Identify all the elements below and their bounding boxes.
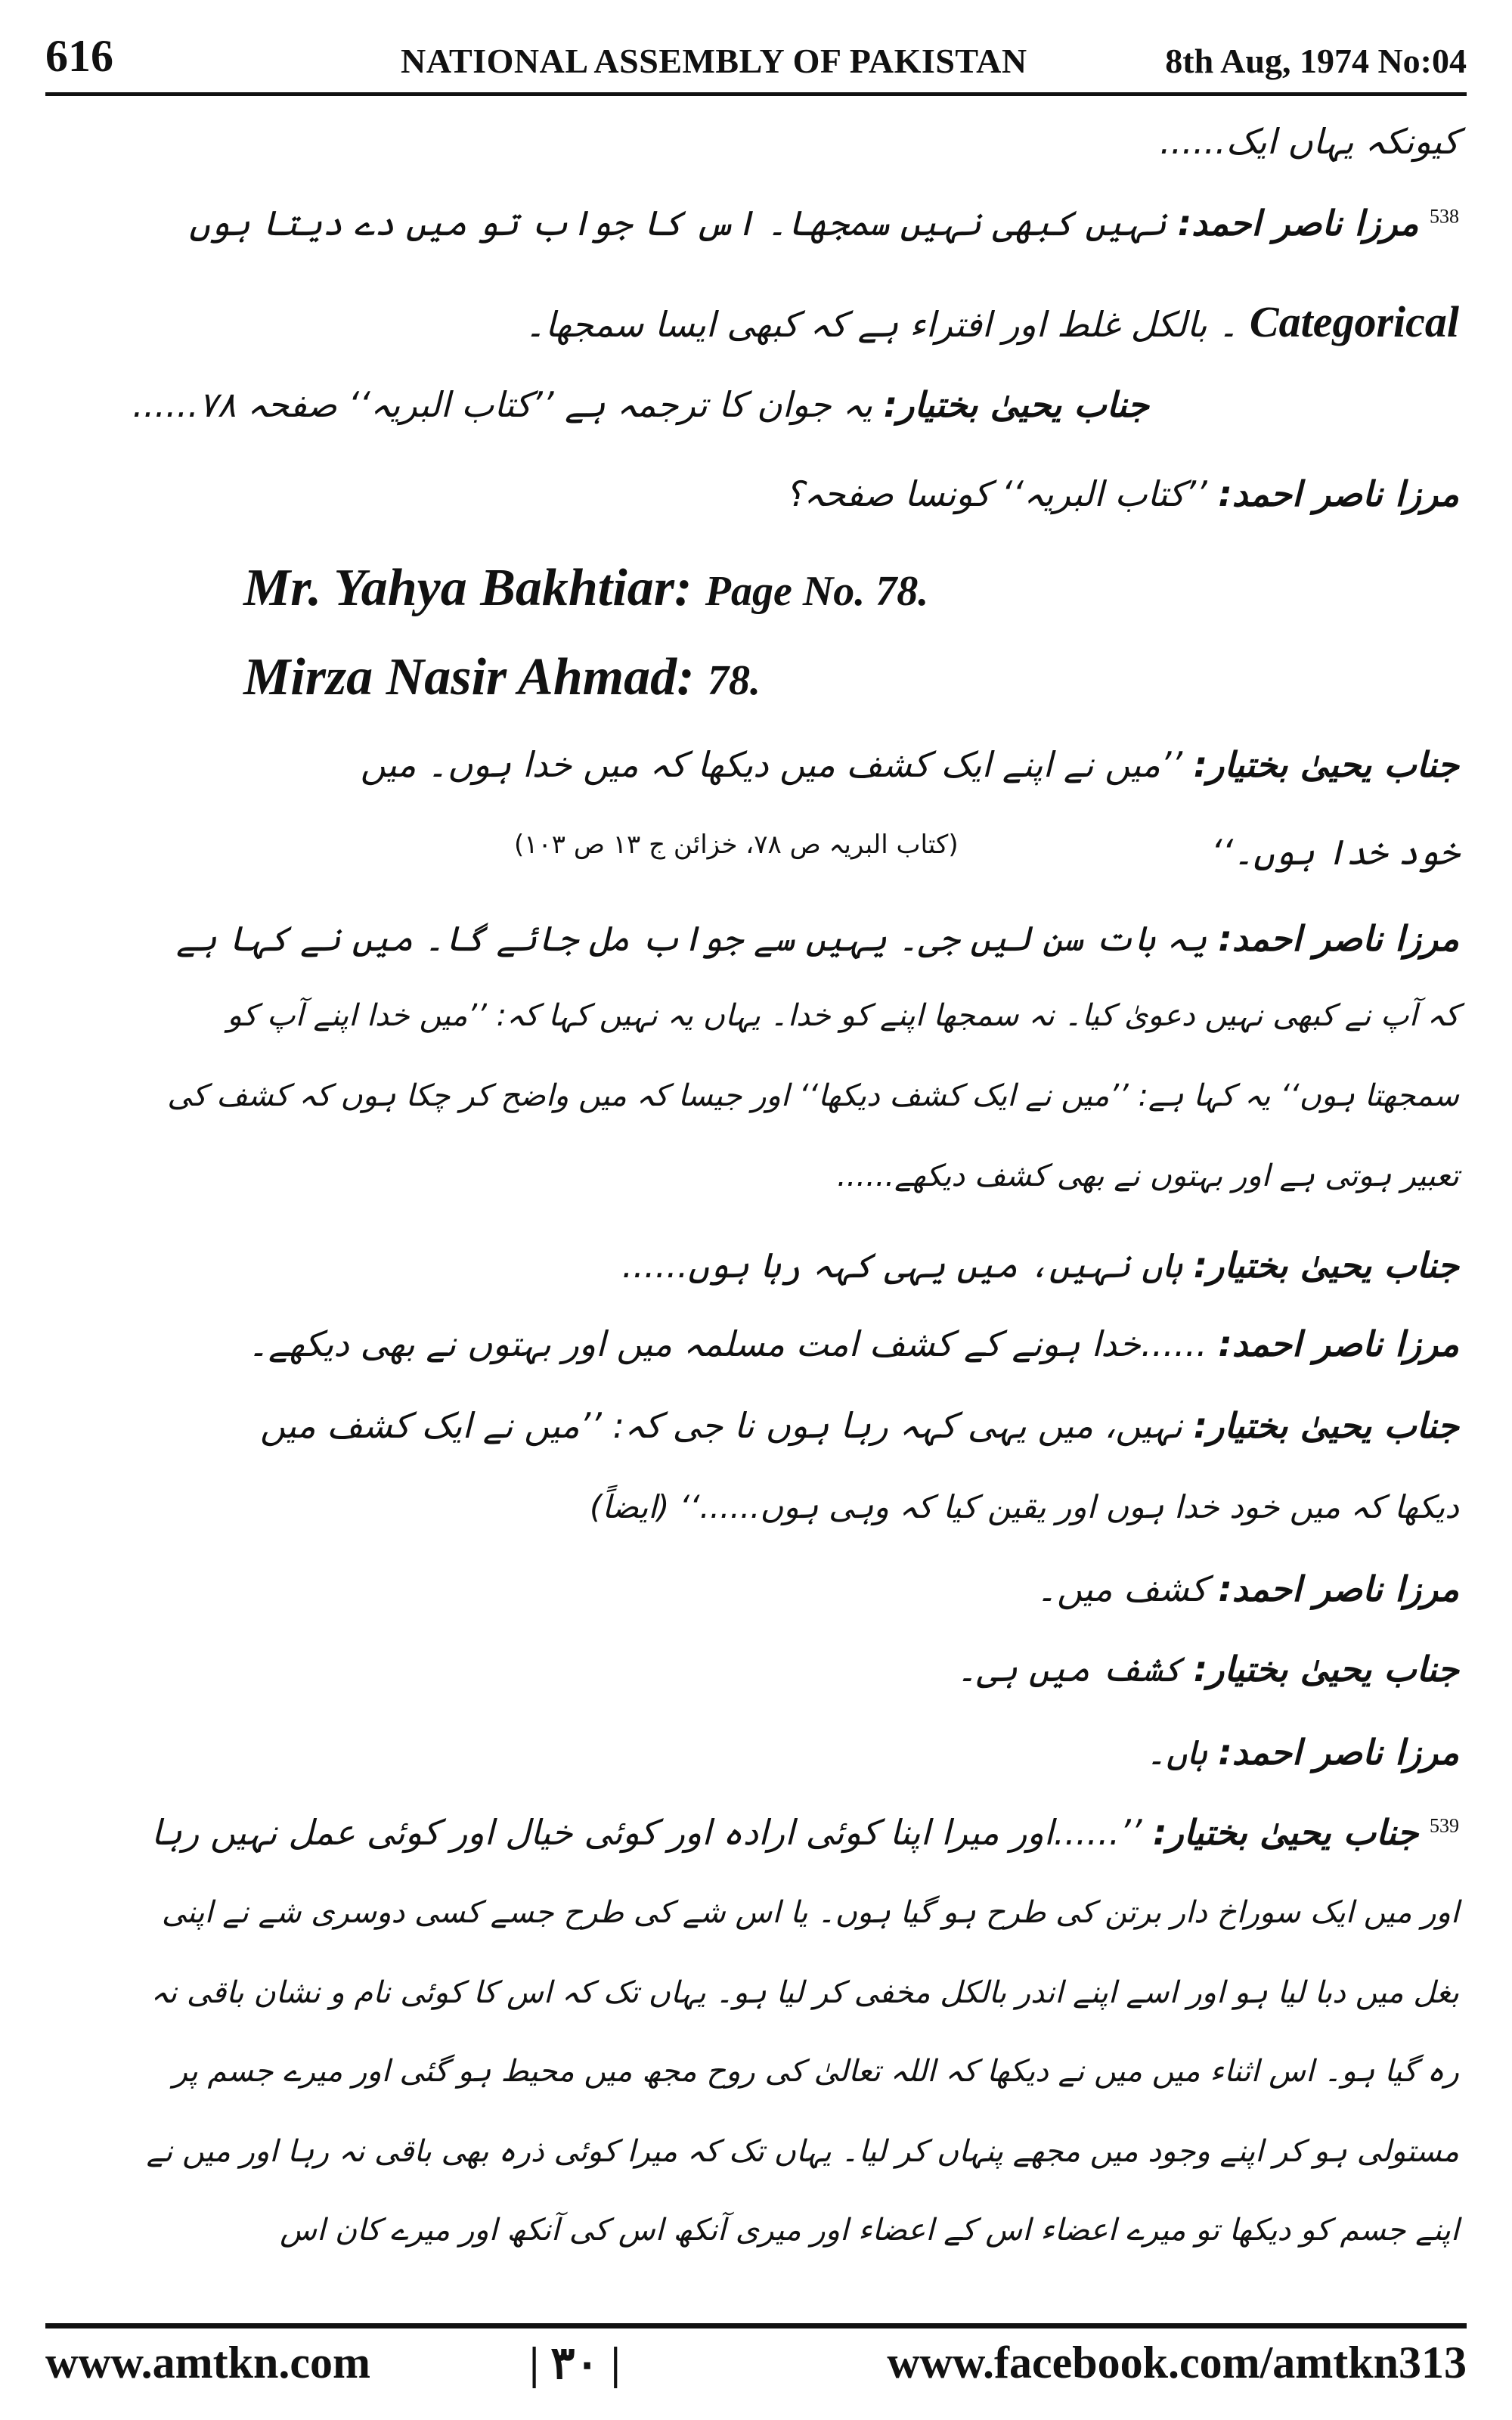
- text-line-12: [622, 1245, 1459, 1286]
- speaker-mirza-en: Mirza Nasir Ahmad:: [243, 648, 695, 706]
- speech-text: ’’......اور میرا اپنا کوئی ارادہ اور کوئی خیال اور کوئی عمل نہیں رہا: [151, 1812, 1142, 1853]
- line-number-539: 539: [1430, 1814, 1459, 1837]
- page-number: 616: [45, 31, 113, 81]
- text-line-1: کیونکہ یہاں ایک......: [1160, 121, 1459, 162]
- footer-page-marker: | ۳۰ |: [529, 2338, 621, 2388]
- text-line-21: بغل میں دبا لیا ہو اور اسے اپنے اندر بالکل مخفی کر لیا ہو۔ یہاں تک کہ اس کا کوئی نام و نشان باقی نہ: [150, 1975, 1459, 2010]
- speech-text: کشف میں۔: [1036, 1568, 1207, 1609]
- line-number-538: 538: [1430, 205, 1459, 228]
- text-line-14: [260, 1405, 1459, 1446]
- speaker-mirza: مرزا ناصر احمد:: [1218, 1323, 1459, 1364]
- speech-text: ’’میں نے اپنے ایک کشف میں دیکھا کہ میں خدا ہوں۔ میں: [360, 744, 1183, 785]
- text-line-7: خود خدا ہوں۔‘‘: [1210, 832, 1459, 873]
- speaker-mirza: مرزا ناصر احمد:: [1218, 473, 1459, 514]
- header-date: 8th Aug, 1974 No:04: [1165, 42, 1467, 80]
- text-line-13: [248, 1323, 1459, 1364]
- speech-text: نہیں کبھی نہیں سمجھا۔ اس کا جواب تو میں دے دیتا ہوں: [189, 203, 1167, 244]
- page-footer: [45, 2337, 1467, 2397]
- speaker-mirza: مرزا ناصر احمد:: [1218, 1732, 1459, 1773]
- text-line-8: [176, 918, 1459, 959]
- speaker-yahya: جناب یحییٰ بختیار:: [1153, 1812, 1419, 1853]
- speech-text: نہیں، میں یہی کہہ رہا ہوں نا جی کہ: ’’میں نے ایک کشف میں: [260, 1405, 1183, 1446]
- speech-text: ’’کتاب البریہ‘‘ کونسا صفحہ؟: [785, 473, 1207, 514]
- text-line-18: [1146, 1732, 1459, 1773]
- text-line-3: [525, 296, 1459, 347]
- speaker-yahya: جناب یحییٰ بختیار:: [883, 384, 1149, 425]
- text-line-9: کہ آپ نے کبھی نہیں دعویٰ کیا۔ نہ سمجھا اپنے کو خدا۔ یہاں یہ نہیں کہا کہ: ’’میں خدا اپنے آپ کو: [227, 998, 1459, 1033]
- text-line-23: مستولی ہو کر اپنے وجود میں مجھے پنہاں کر لیا۔ یہاں تک کہ میرا کوئی ذرہ بھی باقی نہ رہا اور میں نے: [146, 2134, 1459, 2169]
- text-line-20: اور میں ایک سوراخ دار برتن کی طرح ہو گیا ہوں۔ یا اس شے کی طرح جسے کسی دوسری شے نے اپنی: [161, 1895, 1459, 1930]
- text-line-17: [956, 1649, 1459, 1689]
- speaker-yahya: جناب یحییٰ بختیار:: [1193, 1405, 1459, 1446]
- text-line-11: تعبیر ہوتی ہے اور بہتوں نے بھی کشف دیکھے......: [836, 1159, 1459, 1193]
- text-line-22: رہ گیا ہو۔ اس اثناء میں میں نے دیکھا کہ اللہ تعالیٰ کی روح مجھ میں محیط ہو گئی اور میرے جسم پر: [172, 2054, 1459, 2089]
- english-line-1: [243, 558, 928, 619]
- citation: (کتاب البریہ ص ۷۸، خزائن ج ۱۳ ص ۱۰۳): [514, 830, 959, 860]
- text-line-5: [785, 473, 1459, 514]
- header-rule: [45, 92, 1467, 96]
- text-line-24: اپنے جسم کو دیکھا تو میرے اعضاء اس کے اعضاء اور میری آنکھ اس کی آنکھ اور میرے کان اس: [280, 2213, 1459, 2248]
- footer-rule: [45, 2323, 1467, 2328]
- speech-text: ۔ بالکل غلط اور افتراء ہے کہ کبھی ایسا سمجھا۔: [525, 304, 1239, 345]
- text-line-6: [361, 744, 1459, 785]
- speaker-yahya: جناب یحییٰ بختیار:: [1193, 744, 1459, 785]
- speaker-yahya: جناب یحییٰ بختیار:: [1193, 1649, 1459, 1689]
- speaker-mirza: مرزا ناصر احمد:: [1218, 918, 1459, 959]
- speech-text: ہاں نہیں، میں یہی کہہ رہا ہوں......: [621, 1245, 1183, 1286]
- header-title: NATIONAL ASSEMBLY OF PAKISTAN: [401, 42, 1027, 80]
- footer-website-link[interactable]: www.amtkn.com: [45, 2338, 370, 2387]
- speech-text: یہ جوان کا ترجمہ ہے ’’کتاب البریہ‘‘ صفحہ ۷۸......: [132, 384, 873, 425]
- speech-text: ......خدا ہونے کے کشف امت مسلمہ میں اور بہتوں نے بھی دیکھے۔: [248, 1323, 1207, 1364]
- speech-text-en: 78.: [707, 657, 761, 704]
- text-line-10: سمجھتا ہوں‘‘ یہ کہا ہے: ’’میں نے ایک کشف دیکھا‘‘ اور جیسا کہ میں واضح کر چکا ہوں کہ کشف کی: [167, 1078, 1459, 1113]
- speaker-mirza: مرزا ناصر احمد:: [1218, 1568, 1459, 1609]
- english-word: Categorical: [1249, 297, 1459, 346]
- text-line-15: دیکھا کہ میں خود خدا ہوں اور یقین کیا کہ وہی ہوں......‘‘ (ایضاً): [590, 1488, 1459, 1525]
- text-line-4: [132, 384, 1149, 425]
- speech-text: یہ بات سن لیں جی۔ یہیں سے جواب مل جائے گا۔ میں نے کہا ہے: [176, 918, 1207, 959]
- footer-facebook-link[interactable]: www.facebook.com/amtkn313: [887, 2338, 1467, 2387]
- speech-text-en: Page No. 78.: [705, 568, 929, 615]
- text-line-16: [1036, 1568, 1459, 1609]
- speech-text: کشف میں ہی۔: [956, 1649, 1183, 1689]
- english-line-2: [243, 647, 761, 708]
- speaker-yahya: جناب یحییٰ بختیار:: [1193, 1245, 1459, 1286]
- speech-text: ہاں۔: [1145, 1732, 1207, 1773]
- speaker-yahya-en: Mr. Yahya Bakhtiar:: [243, 559, 692, 617]
- speaker-mirza: مرزا ناصر احمد:: [1177, 203, 1419, 244]
- text-line-2: [189, 203, 1459, 244]
- page-header: [45, 30, 1467, 91]
- text-line-19: [151, 1812, 1459, 1853]
